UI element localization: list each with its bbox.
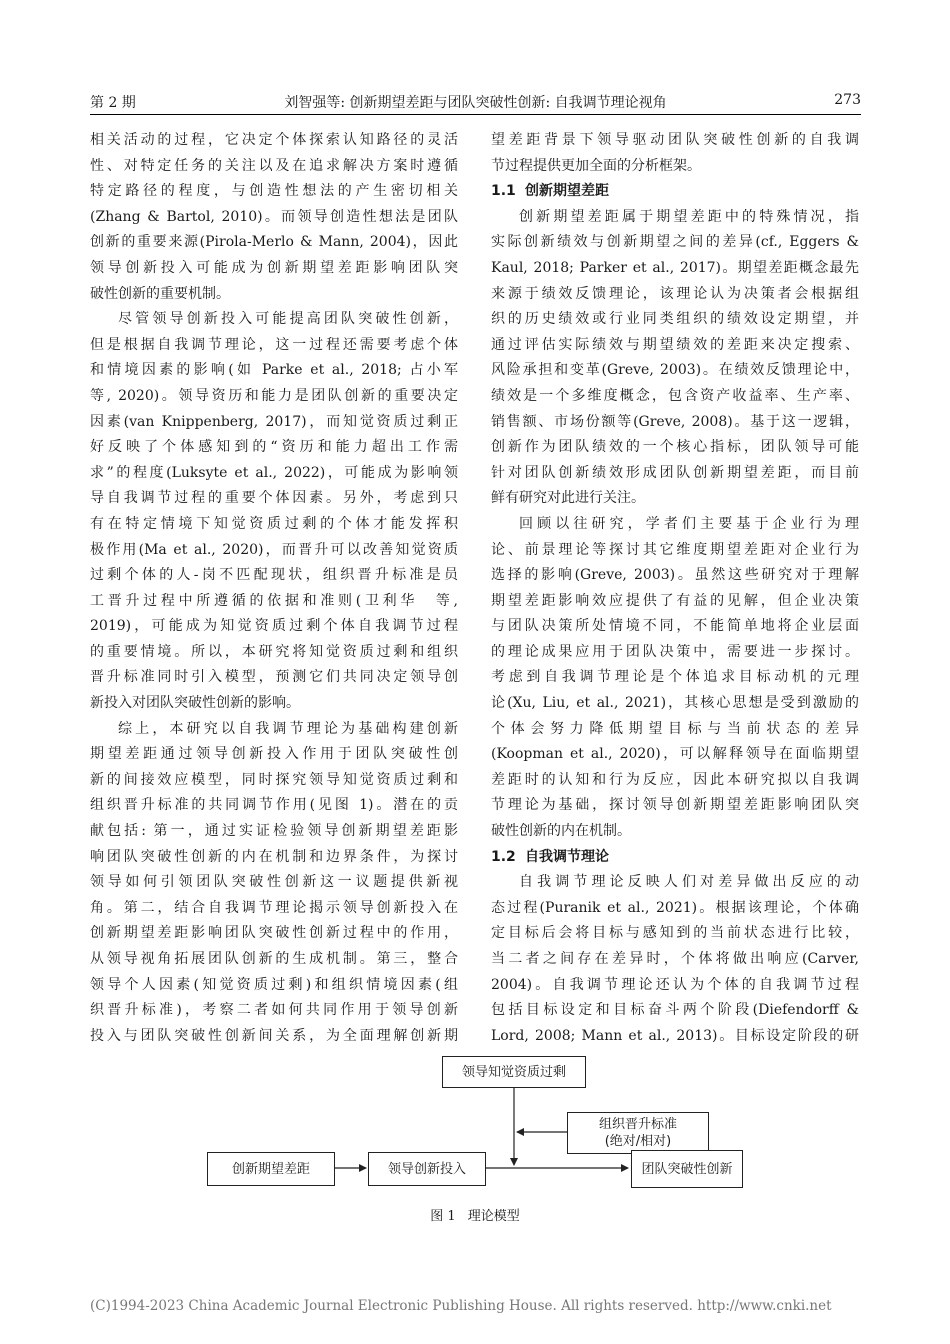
text-line: 通过评估实际绩效与期望绩效的差距来决定搜索、 xyxy=(491,336,859,353)
text-line: Kaul, 2018; Parker et al., 2017)。期望差距概念最先 xyxy=(491,259,859,276)
text-line: 新投入对团队突破性创新的影响。 xyxy=(90,695,300,712)
text-line: 综上，本研究以自我调节理论为基础构建创新 xyxy=(118,720,458,737)
text-line: 2019)，可能成为知觉资质过剩个体自我调节过程 xyxy=(90,618,458,635)
text-line: 当二者之间存在差异时，个体将做出响应(Carver, xyxy=(491,951,859,967)
text-line: 和情境因素的影响(如 Parke et al., 2018; 占小军 xyxy=(90,362,458,379)
text-line: (Koopman et al., 2020)，可以解释领导在面临期望 xyxy=(491,746,859,763)
text-line: 尽管领导创新投入可能提高团队突破性创新， xyxy=(118,311,458,328)
figure-title: 理论模型 xyxy=(467,1209,520,1224)
text-line: 风险承担和变革(Greve, 2003)。在绩效反馈理论中， xyxy=(491,362,859,379)
text-line: 的理论成果应用于团队决策中，需要进一步探讨。 xyxy=(491,643,859,660)
box-label: 团队突破性创新 xyxy=(641,1161,733,1177)
copyright-footer: (C)1994-2023 China Academic Journal Electronic Publishing House. All rights reserved. http://www.cnki.net xyxy=(90,1298,832,1314)
box-label: 领导知觉资质过剩 xyxy=(461,1064,566,1080)
text-line: 破性创新的重要机制。 xyxy=(90,285,230,302)
text-line: 等, 2020)。领导资历和能力是团队创新的重要决定 xyxy=(90,387,458,404)
paragraph-continued xyxy=(491,128,859,179)
text-line: 选择的影响(Greve, 2003)。虽然这些研究对于理解 xyxy=(491,567,859,584)
text-line: 态过程(Puranik et al., 2021)。根据该理论，个体确 xyxy=(491,899,859,916)
text-line: 求”的程度(Luksyte et al., 2022)，可能成为影响领 xyxy=(90,464,458,481)
text-line: 领导创新投入可能成为创新期望差距影响团队突 xyxy=(90,259,458,276)
text-line: 包括目标设定和目标奋斗两个阶段(Diefendorff & xyxy=(491,1002,859,1019)
text-line: 鲜有研究对此进行关注。 xyxy=(491,490,645,507)
text-line: 创新作为团队绩效的一个核心指标，团队领导可能 xyxy=(491,439,859,456)
text-line: 回顾以往研究，学者们主要基于企业行为理 xyxy=(519,515,859,532)
text-line: 献包括: 第一，通过实证检验领导创新期望差距影 xyxy=(90,823,458,840)
text-line: 节理论为基础，探讨领导创新期望差距影响团队突 xyxy=(491,797,859,814)
text-line: 期望差距通过领导创新投入作用于团队突破性创 xyxy=(90,746,458,763)
text-line: 论(Xu, Liu, et al., 2021)，其核心思想是受到激励的 xyxy=(491,695,859,712)
box-innovation-expectation-gap xyxy=(207,1152,335,1186)
text-line: 绩效是一个多维度概念，包含资产收益率、生产率、 xyxy=(491,387,859,404)
box-team-breakthrough-innovation xyxy=(631,1150,743,1188)
text-line: 创新的重要来源(Pirola-Merlo & Mann, 2004)，因此 xyxy=(90,234,458,251)
text-line: 领导个人因素(知觉资质过剩)和组织情境因素(组 xyxy=(90,976,458,993)
box-perceived-overqualification xyxy=(442,1056,586,1088)
paragraph-overqualification xyxy=(90,307,458,717)
text-line: 创新期望差距属于期望差距中的特殊情况，指 xyxy=(519,208,859,225)
text-line: 领导如何引领团队突破性创新这一议题提供新视 xyxy=(90,874,458,891)
text-line: 破性创新的内在机制。 xyxy=(491,823,631,840)
issue-number: 第 2 期 xyxy=(90,95,136,111)
box-label: 领导创新投入 xyxy=(387,1161,466,1177)
text-line: 望差距背景下领导驱动团队突破性创新的自我调 xyxy=(491,132,859,148)
paragraph-innovation-gap-definition xyxy=(491,205,859,512)
text-line: 实际创新绩效与创新期望之间的差异(cf., Eggers & xyxy=(491,234,859,251)
text-line: 织的历史绩效或行业同类组织的绩效设定期望，并 xyxy=(491,311,859,328)
figure-number: 图 1 xyxy=(430,1209,456,1224)
text-line: 过剩个体的人-岗不匹配现状，组织晋升标准是员 xyxy=(90,567,458,584)
right-column xyxy=(491,128,859,1049)
text-line: 组织晋升标准的共同调节作用(见图 1)。潜在的贡 xyxy=(90,797,458,814)
section-number: 1.1 xyxy=(491,183,516,200)
text-line: 针对团队创新绩效形成团队创新期望差距，而目前 xyxy=(491,464,859,481)
running-title: 刘智强等: 创新期望差距与团队突破性创新: 自我调节理论视角 xyxy=(284,95,667,111)
section-title: 自我调节理论 xyxy=(525,848,609,865)
text-line: 工晋升过程中所遵循的依据和准则(卫利华 等, xyxy=(90,592,458,609)
text-line: 好反映了个体感知到的“资历和能力超出工作需 xyxy=(90,439,458,456)
text-line: 销售额、市场份额等(Greve, 2008)。基于这一逻辑， xyxy=(491,413,859,430)
left-column xyxy=(90,128,458,1049)
text-line: 期望差距影响效应提供了有益的见解，但企业决策 xyxy=(491,592,859,609)
running-header xyxy=(90,90,861,115)
figure-caption xyxy=(0,1205,950,1224)
text-line: Lord, 2008; Mann et al., 2013)。目标设定阶段的研 xyxy=(491,1027,859,1044)
text-line: 新的间接效应模型，同时探究领导知觉资质过剩和 xyxy=(90,771,458,788)
text-line: 极作用(Ma et al., 2020)，而晋升可以改善知觉资质 xyxy=(90,541,458,558)
theoretical-model-figure xyxy=(205,1052,745,1192)
text-line: (Zhang & Bartol, 2010)。而领导创造性想法是团队 xyxy=(90,208,458,225)
section-number: 1.2 xyxy=(491,848,516,865)
text-line: 节过程提供更加全面的分析框架。 xyxy=(491,157,701,174)
text-line: 有在特定情境下知觉资质过剩的个体才能发挥积 xyxy=(90,515,458,532)
text-line: 定目标后会将目标与感知到的当前状态进行比较， xyxy=(491,925,859,942)
text-line: 论、前景理论等探讨其它维度期望差距对企业行为 xyxy=(491,541,859,558)
text-line: 导自我调节过程的重要个体因素。另外，考虑到只 xyxy=(90,490,458,507)
paragraph-self-regulation-theory xyxy=(491,870,859,1049)
section-title: 创新期望差距 xyxy=(525,183,609,200)
text-line: 来源于绩效反馈理论，该理论认为决策者会根据组 xyxy=(491,285,859,302)
text-line: 但是根据自我调节理论，这一过程还需要考虑个体 xyxy=(90,336,458,353)
text-line: 角。第二，结合自我调节理论揭示领导创新投入在 xyxy=(90,899,458,916)
box-promotion-standard xyxy=(567,1112,709,1154)
paragraph-literature-review xyxy=(491,512,859,845)
text-line: 因素(van Knippenberg, 2017)，而知觉资质过剩正 xyxy=(90,413,458,430)
box-label: 组织晋升标准 xyxy=(598,1117,677,1132)
box-sublabel: (绝对/相对) xyxy=(604,1134,672,1149)
text-line: 考虑到自我调节理论是个体追求目标动机的元理 xyxy=(491,669,859,686)
paragraph-self-regulation-process xyxy=(90,128,458,307)
text-line: 晋升标准同时引入模型，预测它们共同决定领导创 xyxy=(90,669,458,686)
text-line: 投入与团队突破性创新间关系，为全面理解创新期 xyxy=(90,1027,458,1044)
text-line: 与团队决策所处情境不同，不能简单地将企业层面 xyxy=(491,618,859,635)
text-line: 个体会努力降低期望目标与当前状态的差异 xyxy=(491,720,859,737)
text-line: 的重要情境。所以，本研究将知觉资质过剩和组织 xyxy=(90,643,458,660)
text-line: 2004)。自我调节理论还认为个体的自我调节过程 xyxy=(491,976,859,993)
section-heading-1-1 xyxy=(491,179,859,205)
page-number: 273 xyxy=(834,92,861,108)
text-line: 相关活动的过程，它决定个体探索认知路径的灵活 xyxy=(90,132,458,148)
box-label: 创新期望差距 xyxy=(231,1161,310,1177)
text-line: 织晋升标准)，考察二者如何共同作用于领导创新 xyxy=(90,1002,458,1019)
text-line: 特定路径的程度，与创造性想法的产生密切相关 xyxy=(90,183,458,200)
text-line: 响团队突破性创新的内在机制和边界条件，为探讨 xyxy=(90,848,458,865)
text-line: 差距时的认知和行为反应，因此本研究拟以自我调 xyxy=(491,771,859,788)
box-leader-innovation-investment xyxy=(368,1152,486,1186)
section-heading-1-2 xyxy=(491,845,859,871)
paragraph-summary-contributions xyxy=(90,717,458,1050)
text-line: 性、对特定任务的关注以及在追求解决方案时遵循 xyxy=(90,157,458,174)
text-line: 自我调节理论反映人们对差异做出反应的动 xyxy=(519,874,859,891)
text-line: 创新期望差距影响团队突破性创新过程中的作用， xyxy=(90,925,458,942)
text-line: 从领导视角拓展团队创新的生成机制。第三，整合 xyxy=(90,951,458,967)
